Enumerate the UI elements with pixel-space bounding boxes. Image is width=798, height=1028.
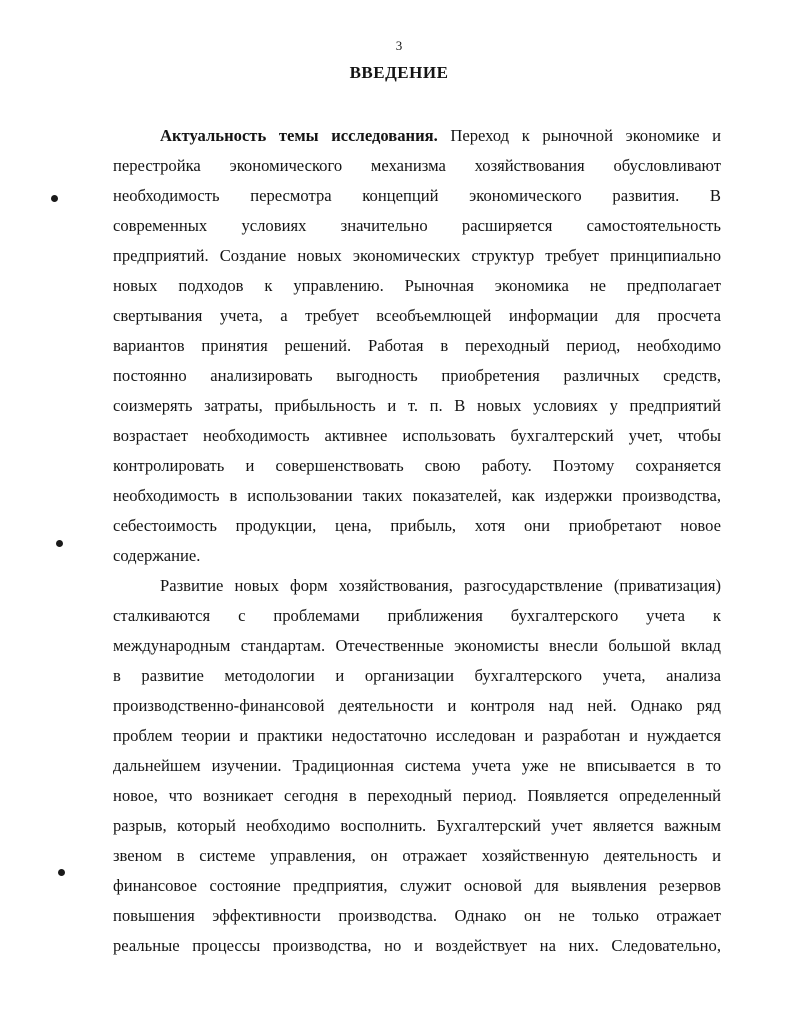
paragraph-1-line: новых подходов к управлению. Рыночная экономика не предполагает: [113, 276, 721, 295]
paragraph-2-line: звеном в системе управления, он отражает хозяйственную деятельность и: [113, 846, 721, 865]
paragraph-2-line: международным стандартам. Отечественные экономисты внесли большой вклад: [113, 636, 721, 655]
scan-speck-mark: [58, 869, 65, 876]
paragraph-1-line: соизмерять затраты, прибыльность и т. п. В новых условиях у предприятий: [113, 396, 721, 415]
paragraph-2-line: реальные процессы производства, но и воздействует на них. Следовательно,: [113, 936, 721, 955]
scan-speck-mark: [51, 195, 58, 202]
paragraph-2-line: дальнейшем изучении. Традиционная система учета уже не вписывается в то: [113, 756, 721, 775]
paragraph-2-line: новое, что возникает сегодня в переходный период. Появляется определенный: [113, 786, 721, 805]
paragraph-2-line: повышения эффективности производства. Однако он не только отражает: [113, 906, 721, 925]
paragraph-1-first-line-text: Переход к рыночной экономике и: [437, 126, 721, 145]
paragraph-1-line: контролировать и совершенствовать свою работу. Поэтому сохраняется: [113, 456, 721, 475]
paragraph-1-line: себестоимость продукции, цена, прибыль, хотя они приобретают новое: [113, 516, 721, 535]
page-number: 3: [395, 38, 403, 53]
paragraph-1-line-1: [160, 126, 721, 146]
paragraph-2-line: сталкиваются с проблемами приближения бухгалтерского учета к: [113, 606, 721, 625]
page-title: ВВЕДЕНИЕ: [349, 63, 449, 82]
paragraph-1-line: постоянно анализировать выгодность приобретения различных средств,: [113, 366, 721, 385]
paragraph-lead-heading: Актуальность темы исследования.: [160, 126, 438, 145]
paragraph-1-line: свертывания учета, а требует всеобъемлющей информации для просчета: [113, 306, 721, 325]
paragraph-2-line-1: Развитие новых форм хозяйствования, разгосударствление (приватизация): [160, 576, 721, 595]
scan-speck-mark: [56, 540, 63, 547]
paragraph-2-line: в развитие методологии и организации бухгалтерского учета, анализа: [113, 666, 721, 685]
paragraph-1-line: предприятий. Создание новых экономических структур требует принципиально: [113, 246, 721, 265]
paragraph-2-line: финансовое состояние предприятия, служит основой для выявления резервов: [113, 876, 721, 895]
paragraph-2-line: разрыв, который необходимо восполнить. Бухгалтерский учет является важным: [113, 816, 721, 835]
paragraph-1-line: возрастает необходимость активнее использовать бухгалтерский учет, чтобы: [113, 426, 721, 445]
paragraph-1-line: современных условиях значительно расширяется самостоятельность: [113, 216, 721, 235]
paragraph-1-line: вариантов принятия решений. Работая в переходный период, необходимо: [113, 336, 721, 355]
paragraph-1-line: перестройка экономического механизма хозяйствования обусловливают: [113, 156, 721, 175]
paragraph-1-line: необходимость пересмотра концепций экономического развития. В: [113, 186, 721, 205]
paragraph-2-line: проблем теории и практики недостаточно исследован и разработан и нуждается: [113, 726, 721, 745]
paragraph-1-line: необходимость в использовании таких показателей, как издержки производства,: [113, 486, 721, 505]
paragraph-2-line: производственно-финансовой деятельности и контроля над ней. Однако ряд: [113, 696, 721, 715]
paragraph-1-last-line: содержание.: [113, 546, 201, 565]
